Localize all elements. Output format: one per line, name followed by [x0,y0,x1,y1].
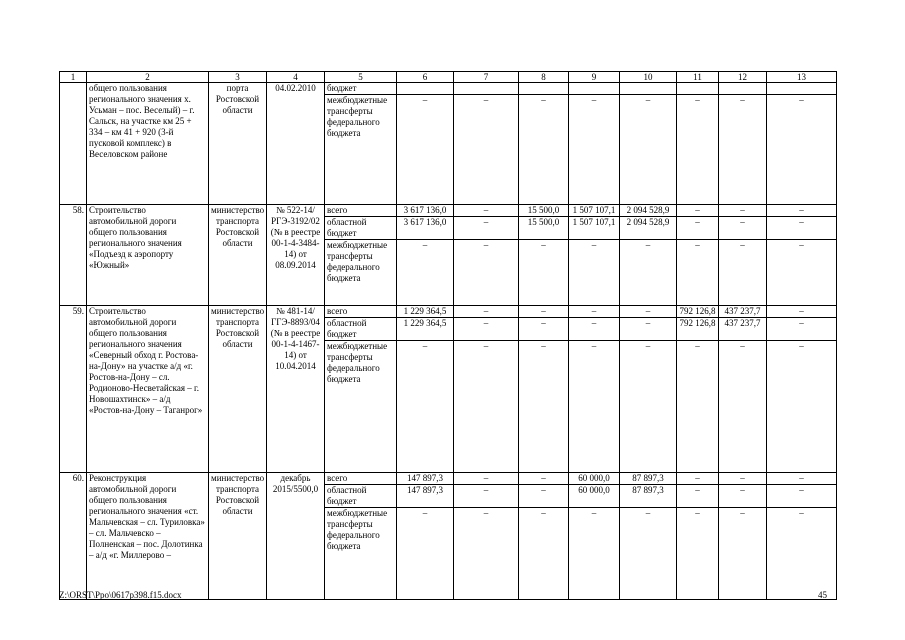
row-number [60,83,87,205]
header-cell: 5 [325,72,397,83]
value-cell: – [454,473,519,485]
row-number: 59. [60,306,87,473]
ministry-name: министерство транспорта Ростовской области [209,205,267,306]
file-path: Z:\ORST\Ppo\0617p398.f15.docx [59,590,182,600]
value-cell: – [454,318,519,341]
value-cell: – [454,240,519,306]
header-cell: 9 [569,72,620,83]
value-cell: – [677,485,719,508]
ministry-name: министерство транспорта Ростовской области [209,473,267,600]
value-cell: 15 500,0 [519,217,569,240]
value-cell: – [519,341,569,473]
value-cell: – [519,95,569,205]
value-cell: 792 126,8 [677,318,719,341]
value-cell [719,83,767,95]
expertise-document: № 522-14/РГЭ-3192/02 (№ в реестре 00-1-4-3484-14) от 08.09.2014 [267,205,325,306]
header-cell: 12 [719,72,767,83]
object-name: Строительство автомобильной дороги общего пользования регионального значения «Северный обход г. Ростова-на-Дону» на участке а/д «г. Ростов-на-Дону – сл. Родионово-Несветайская – г. Новошахтинск» – а/д «Ростов-на-Дону – Таганрог» [87,306,209,473]
value-cell: – [767,306,837,318]
object-name: Строительство автомобильной дороги общего пользования регионального значения «Подъезд к аэропорту «Южный» [87,205,209,306]
funding-source: всего [325,306,397,318]
expertise-document: декабрь 2015/5500,0 [267,473,325,600]
table-row [60,83,837,95]
value-cell: 2 094 528,9 [620,205,677,217]
value-cell: 60 000,0 [569,473,620,485]
investment-table [59,71,837,600]
value-cell: – [397,341,454,473]
value-cell: – [767,485,837,508]
funding-source: областной бюджет [325,318,397,341]
value-cell: 87 897,3 [620,473,677,485]
header-cell: 2 [87,72,209,83]
funding-source: всего [325,205,397,217]
value-cell: – [519,508,569,600]
value-cell [397,83,454,95]
value-cell: – [677,508,719,600]
header-cell: 7 [454,72,519,83]
page-number: 45 [818,590,827,600]
value-cell: – [397,95,454,205]
ministry-name: порта Ростовской области [209,83,267,205]
header-cell: 8 [519,72,569,83]
value-cell: 437 237,7 [719,306,767,318]
value-cell: – [569,240,620,306]
ministry-name: министерство транспорта Ростовской области [209,306,267,473]
value-cell: – [620,306,677,318]
value-cell: – [569,95,620,205]
value-cell: 15 500,0 [519,205,569,217]
value-cell: 147 897,3 [397,473,454,485]
value-cell: – [454,95,519,205]
value-cell: – [719,95,767,205]
value-cell: 1 229 364,5 [397,306,454,318]
expertise-document: № 481-14/ГГЭ-8893/04 (№ в реестре 00-1-4-1467-14) от 10.04.2014 [267,306,325,473]
value-cell: – [519,473,569,485]
funding-source: межбюджетные трансферты федерального бюджета [325,95,397,205]
value-cell: – [454,217,519,240]
value-cell: 1 507 107,1 [569,205,620,217]
value-cell: – [767,240,837,306]
value-cell: – [677,341,719,473]
value-cell: – [767,217,837,240]
value-cell: 87 897,3 [620,485,677,508]
value-cell: – [620,95,677,205]
expertise-document: 04.02.2010 [267,83,325,205]
value-cell: 437 237,7 [719,318,767,341]
value-cell: – [677,217,719,240]
value-cell [620,83,677,95]
value-cell: – [519,240,569,306]
value-cell: – [719,240,767,306]
header-row [60,72,837,83]
value-cell: – [454,508,519,600]
funding-source: областной бюджет [325,485,397,508]
value-cell: – [620,318,677,341]
value-cell: – [454,306,519,318]
value-cell: – [519,318,569,341]
value-cell: – [719,205,767,217]
value-cell: – [454,205,519,217]
value-cell [454,83,519,95]
header-cell: 13 [767,72,837,83]
value-cell: – [767,473,837,485]
value-cell: – [519,306,569,318]
value-cell: 60 000,0 [569,485,620,508]
value-cell: – [767,205,837,217]
header-cell: 6 [397,72,454,83]
value-cell: 3 617 136,0 [397,205,454,217]
funding-source: межбюджетные трансферты федерального бюджета [325,341,397,473]
value-cell [569,83,620,95]
funding-source: межбюджетные трансферты федерального бюджета [325,508,397,600]
header-cell: 11 [677,72,719,83]
value-cell [519,83,569,95]
value-cell: 147 897,3 [397,485,454,508]
value-cell: – [677,473,719,485]
value-cell: 3 617 136,0 [397,217,454,240]
value-cell: – [677,240,719,306]
value-cell: – [719,217,767,240]
value-cell [767,83,837,95]
value-cell: 1 229 364,5 [397,318,454,341]
value-cell: – [767,95,837,205]
value-cell: 2 094 528,9 [620,217,677,240]
value-cell: – [719,508,767,600]
header-cell: 10 [620,72,677,83]
row-number: 60. [60,473,87,600]
table-row [60,205,837,217]
value-cell: – [620,508,677,600]
object-name: общего пользования регионального значения х. Усьман – пос. Веселый) – г. Сальск, на участке км 25 + 334 – км 41 + 920 (3-й пусковой комплекс) в Веселовском районе [87,83,209,205]
value-cell: – [620,341,677,473]
header-cell: 4 [267,72,325,83]
value-cell: – [454,341,519,473]
value-cell: – [677,205,719,217]
object-name: Реконструкция автомобильной дороги общего пользования регионального значения «ст. Мальчевская – сл. Туриловка» – сл. Мальчевско – Полненская – пос. Долотинка – а/д «г. Миллерово – [87,473,209,600]
value-cell: – [719,341,767,473]
value-cell: – [454,485,519,508]
funding-source: бюджет [325,83,397,95]
funding-source: всего [325,473,397,485]
value-cell: – [677,95,719,205]
value-cell: – [767,318,837,341]
header-cell: 1 [60,72,87,83]
value-cell: – [767,508,837,600]
header-cell: 3 [209,72,267,83]
table-row [60,306,837,318]
value-cell: – [519,485,569,508]
table-row [60,473,837,485]
funding-source: межбюджетные трансферты федерального бюджета [325,240,397,306]
value-cell: – [719,485,767,508]
row-number: 58. [60,205,87,306]
table-body [60,72,837,600]
value-cell: – [569,508,620,600]
value-cell: – [719,473,767,485]
value-cell [677,83,719,95]
value-cell: – [569,318,620,341]
value-cell: – [397,508,454,600]
value-cell: – [620,240,677,306]
value-cell: – [569,306,620,318]
value-cell: 792 126,8 [677,306,719,318]
value-cell: 1 507 107,1 [569,217,620,240]
value-cell: – [397,240,454,306]
value-cell: – [569,341,620,473]
funding-source: областной бюджет [325,217,397,240]
value-cell: – [767,341,837,473]
